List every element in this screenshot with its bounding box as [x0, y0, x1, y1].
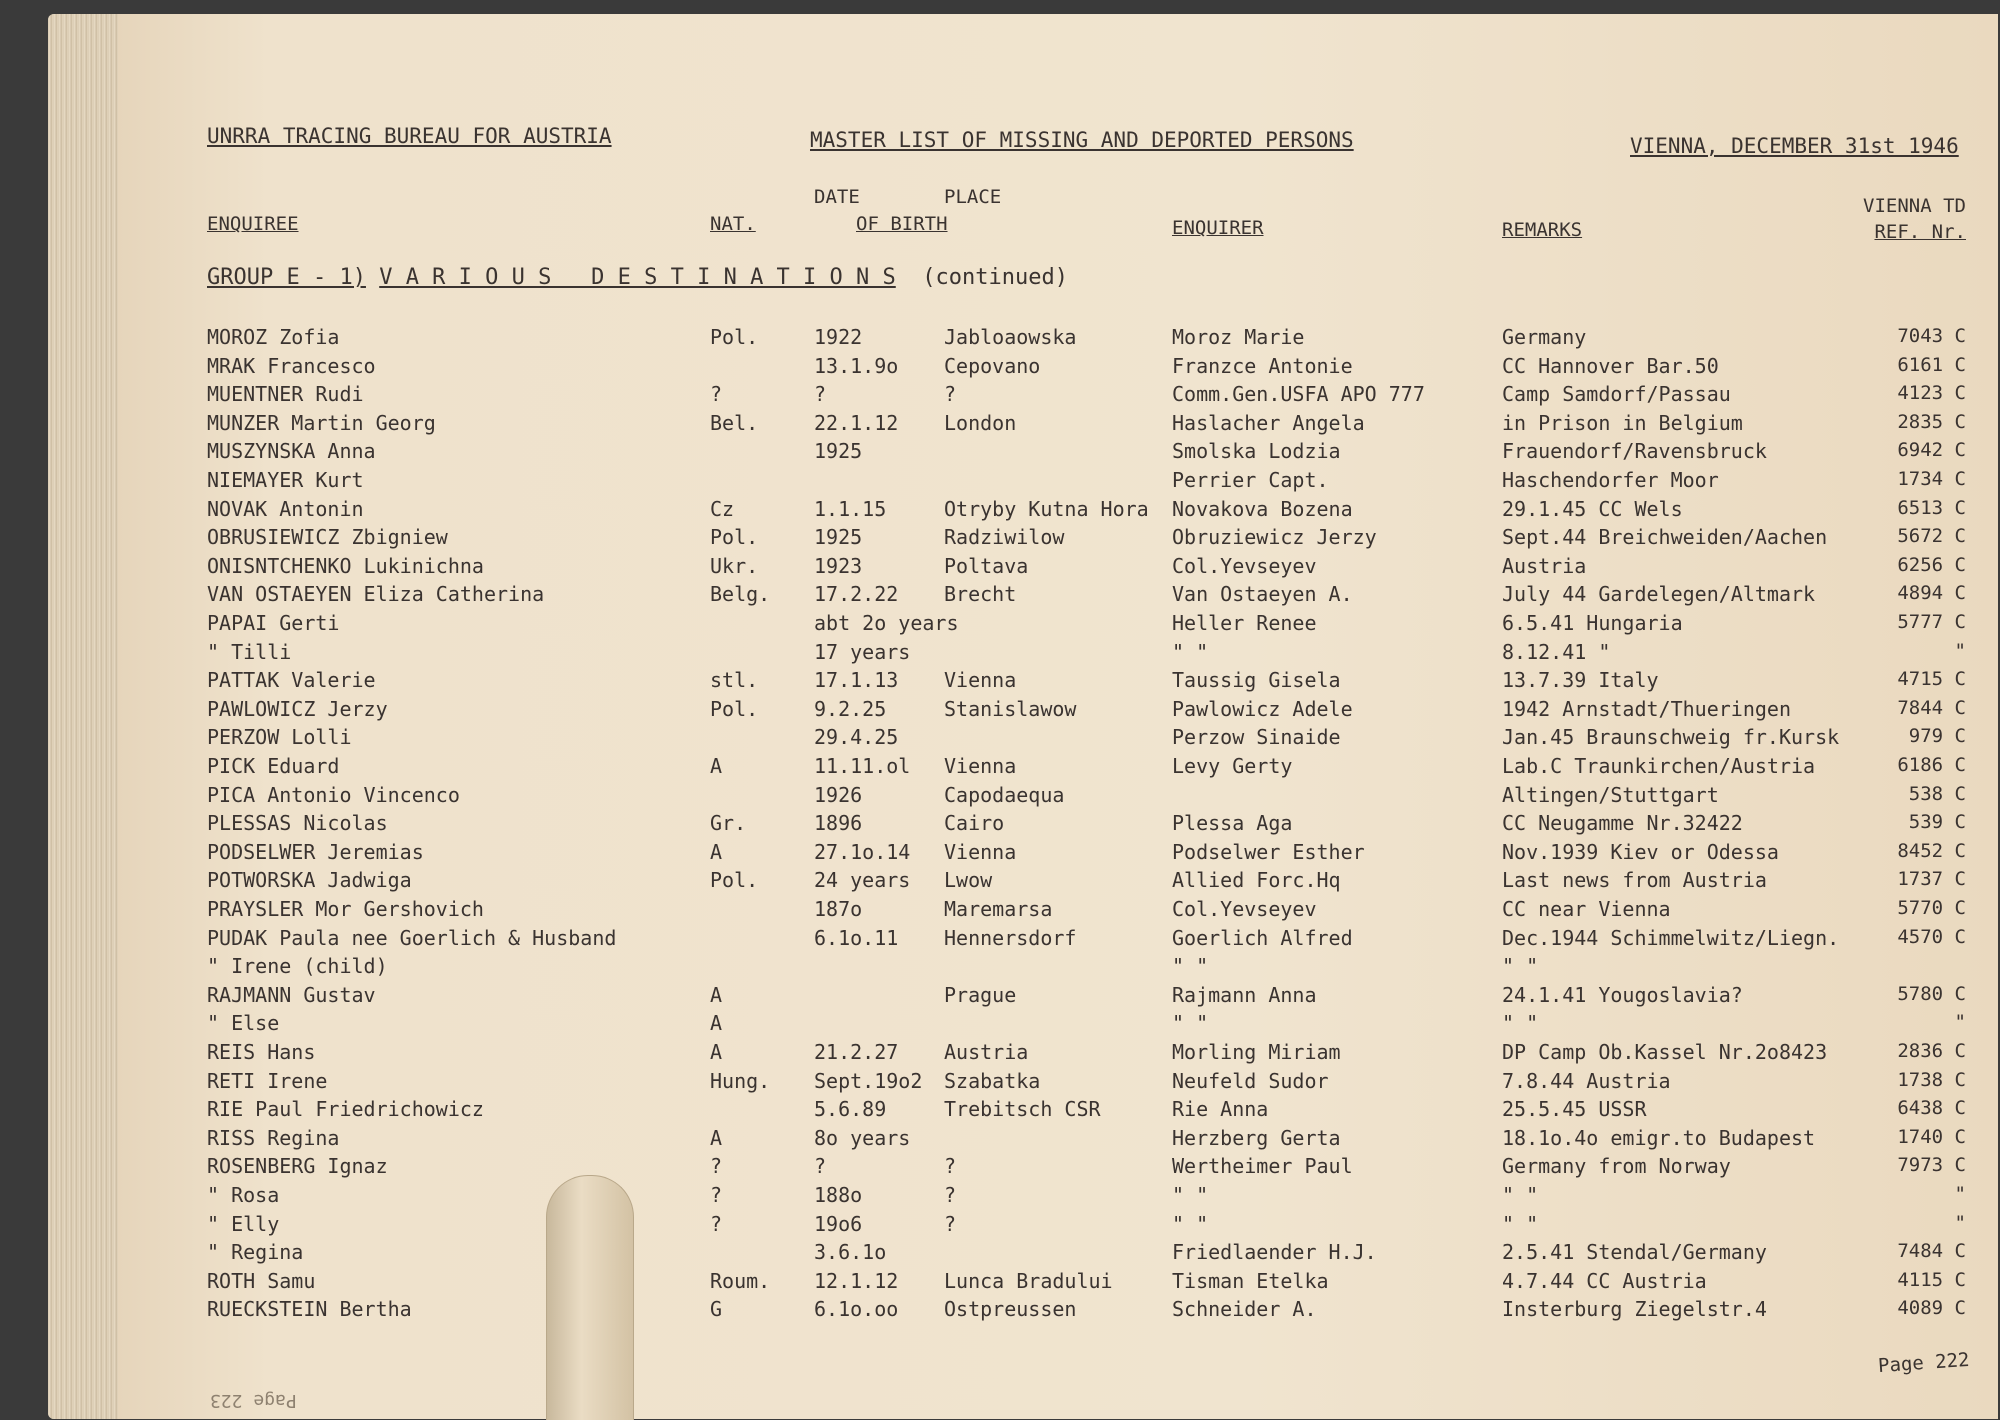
enquirer-cell: Perrier Capt.	[1172, 468, 1329, 492]
enquirer-cell: Comm.Gen.USFA APO 777	[1172, 382, 1425, 407]
enquirer-cell: Wertheimer Paul	[1172, 1154, 1353, 1179]
enquiree-cell: PLESSAS Nicolas	[207, 811, 388, 836]
enquiree-cell: RETI Irene	[207, 1068, 328, 1093]
table-row	[0, 1240, 2000, 1268]
birth-date-cell: 6.1o.11	[814, 925, 899, 950]
enquiree-cell: MRAK Francesco	[207, 353, 376, 378]
table-row	[0, 897, 2000, 925]
remarks-cell: 6.5.41 Hungaria	[1502, 611, 1683, 635]
reference-number-cell: 1740 C	[1897, 1125, 1966, 1148]
birth-place-cell: ?	[944, 382, 957, 407]
group-heading	[207, 265, 1068, 290]
column-enquiree: ENQUIREE	[207, 213, 299, 235]
table-row	[0, 868, 2000, 896]
table-row	[0, 525, 2000, 553]
remarks-cell: CC Neugamme Nr.32422	[1502, 811, 1743, 836]
enquirer-cell: Morling Miriam	[1172, 1040, 1341, 1064]
table-row	[0, 1183, 2000, 1211]
birth-date-cell: 187o	[814, 897, 863, 921]
table-row	[0, 1126, 2000, 1154]
birth-date-cell: 1922	[814, 325, 863, 349]
enquirer-cell: Haslacher Angela	[1172, 410, 1365, 435]
birth-date-cell: Sept.19o2	[814, 1068, 923, 1093]
enquiree-cell: MUSZYNSKA Anna	[207, 439, 376, 464]
remarks-cell: Jan.45 Braunschweig fr.Kursk	[1502, 725, 1840, 750]
group-name: V A R I O U S D E S T I N A T I O N S	[379, 265, 896, 290]
remarks-cell: " "	[1502, 1211, 1539, 1236]
birth-date-cell: 24 years	[814, 868, 911, 893]
birth-place-cell: London	[944, 410, 1017, 435]
birth-date-cell: 17 years	[814, 639, 911, 664]
birth-place-cell: Austria	[944, 1040, 1029, 1064]
birth-date-cell: 1926	[814, 782, 863, 807]
remarks-cell: 7.8.44 Austria	[1502, 1068, 1671, 1093]
table-row	[0, 1297, 2000, 1325]
nationality-cell: A	[710, 839, 723, 864]
birth-place-cell: Lwow	[944, 868, 993, 893]
enquiree-cell: PICK Eduard	[207, 754, 340, 778]
birth-date-cell: 1896	[814, 811, 863, 836]
birth-place-cell: ?	[944, 1183, 957, 1207]
column-enquirer: ENQUIRER	[1172, 217, 1264, 239]
nationality-cell: Pol.	[710, 325, 759, 349]
enquirer-cell: " "	[1172, 1183, 1209, 1207]
birth-place-cell: Hennersdorf	[944, 925, 1077, 950]
reference-number-cell: 7844 C	[1897, 696, 1966, 719]
remarks-cell: CC near Vienna	[1502, 897, 1671, 921]
enquiree-cell: ONISNTCHENKO Lukinichna	[207, 553, 484, 578]
nationality-cell: Bel.	[710, 410, 759, 435]
enquirer-cell: Podselwer Esther	[1172, 839, 1365, 864]
column-ref-nr: REF. Nr.	[1874, 221, 1966, 243]
birth-date-cell: 8o years	[814, 1125, 911, 1150]
enquiree-cell: RUECKSTEIN Bertha	[207, 1297, 412, 1322]
enquiree-cell: PERZOW Lolli	[207, 725, 352, 750]
nationality-cell: A	[710, 754, 723, 778]
enquirer-cell: Pawlowicz Adele	[1172, 696, 1353, 721]
remarks-cell: 24.1.41 Yougoslavia?	[1502, 982, 1743, 1007]
enquiree-cell: MUENTNER Rudi	[207, 382, 364, 407]
nationality-cell: ?	[710, 1183, 723, 1207]
birth-date-cell: 1925	[814, 439, 863, 464]
enquirer-cell: " "	[1172, 954, 1209, 979]
birth-date-cell: 22.1.12	[814, 410, 899, 435]
table-row	[0, 1154, 2000, 1182]
birth-date-cell: 188o	[814, 1183, 863, 1207]
birth-date-cell: 11.11.ol	[814, 754, 911, 778]
enquiree-cell: MOROZ Zofia	[207, 325, 340, 349]
column-remarks: REMARKS	[1502, 219, 1583, 241]
nationality-cell: stl.	[710, 668, 759, 693]
reference-number-cell: 6256 C	[1897, 553, 1966, 576]
enquiree-cell: OBRUSIEWICZ Zbigniew	[207, 525, 448, 550]
remarks-cell: 2.5.41 Stendal/Germany	[1502, 1240, 1767, 1265]
remarks-cell: July 44 Gardelegen/Altmark	[1502, 582, 1816, 607]
birth-place-cell: Poltava	[944, 553, 1029, 578]
enquirer-cell: Plessa Aga	[1172, 811, 1293, 836]
enquirer-cell: Allied Forc.Hq	[1172, 868, 1341, 893]
table-row	[0, 468, 2000, 496]
enquiree-cell: " Irene (child)	[207, 954, 388, 979]
birth-date-cell: 21.2.27	[814, 1040, 899, 1064]
reference-number-cell: 6161 C	[1897, 353, 1966, 376]
remarks-cell: Sept.44 Breichweiden/Aachen	[1502, 525, 1828, 550]
enquirer-cell: Franzce Antonie	[1172, 353, 1353, 378]
enquiree-cell: ROSENBERG Ignaz	[207, 1154, 388, 1179]
birth-place-cell: Stanislawow	[944, 696, 1077, 721]
table-row	[0, 325, 2000, 353]
enquirer-cell: Rajmann Anna	[1172, 982, 1317, 1007]
nationality-cell: ?	[710, 1154, 723, 1179]
table-row	[0, 926, 2000, 954]
table-row	[0, 1097, 2000, 1125]
nationality-cell: Gr.	[710, 811, 747, 836]
reference-number-cell: 6186 C	[1897, 754, 1966, 776]
birth-date-cell: abt 2o years	[814, 611, 959, 635]
column-date: DATE	[814, 186, 860, 208]
enquiree-cell: RAJMANN Gustav	[207, 982, 376, 1007]
table-row	[0, 611, 2000, 639]
nationality-cell: A	[710, 1040, 723, 1064]
enquirer-cell: Taussig Gisela	[1172, 668, 1341, 693]
remarks-cell: DP Camp Ob.Kassel Nr.2o8423	[1502, 1040, 1828, 1064]
table-row	[0, 1040, 2000, 1068]
facing-page-number: Page 223	[210, 1390, 297, 1411]
reference-number-cell: 5777 C	[1897, 611, 1966, 633]
table-row	[0, 1269, 2000, 1297]
reference-number-cell: 538 C	[1908, 782, 1966, 805]
reference-number-cell: "	[1954, 1211, 1966, 1234]
enquiree-cell: MUNZER Martin Georg	[207, 410, 436, 435]
table-row	[0, 697, 2000, 725]
birth-place-cell: Brecht	[944, 582, 1017, 607]
table-row	[0, 725, 2000, 753]
nationality-cell: ?	[710, 382, 723, 407]
remarks-cell: Germany	[1502, 325, 1587, 349]
reference-number-cell: 4123 C	[1897, 382, 1966, 405]
reference-number-cell: 1737 C	[1897, 868, 1966, 891]
enquiree-cell: PUDAK Paula nee Goerlich & Husband	[207, 925, 617, 950]
birth-date-cell: ?	[814, 382, 827, 407]
enquiree-cell: NIEMAYER Kurt	[207, 468, 364, 492]
reference-number-cell: 7973 C	[1897, 1154, 1966, 1177]
reference-number-cell: 6438 C	[1897, 1097, 1966, 1120]
birth-place-cell: ?	[944, 1211, 957, 1236]
enquiree-cell: RIE Paul Friedrichowicz	[207, 1097, 484, 1122]
nationality-cell: Cz	[710, 496, 735, 521]
remarks-cell: 1942 Arnstadt/Thueringen	[1502, 696, 1791, 721]
remarks-cell: 18.1o.4o emigr.to Budapest	[1502, 1125, 1816, 1150]
enquirer-cell: Novakova Bozena	[1172, 496, 1353, 521]
reference-number-cell: 6942 C	[1897, 439, 1966, 462]
enquirer-cell: Perzow Sinaide	[1172, 725, 1341, 750]
enquirer-cell: Herzberg Gerta	[1172, 1125, 1341, 1150]
nationality-cell: A	[710, 1011, 723, 1036]
table-row	[0, 1069, 2000, 1097]
column-nat: NAT.	[710, 213, 756, 235]
nationality-cell: Roum.	[710, 1268, 771, 1293]
column-of-birth: OF BIRTH	[856, 213, 948, 235]
group-suffix: (continued)	[922, 265, 1068, 290]
enquiree-cell: " Regina	[207, 1240, 304, 1265]
table-row	[0, 1011, 2000, 1039]
birth-date-cell: 29.4.25	[814, 725, 899, 750]
birth-date-cell: 9.2.25	[814, 696, 887, 721]
reference-number-cell: 7484 C	[1897, 1240, 1966, 1263]
table-row	[0, 983, 2000, 1011]
enquirer-cell: " "	[1172, 639, 1209, 664]
birth-date-cell: 1925	[814, 525, 863, 550]
birth-date-cell: 19o6	[814, 1211, 863, 1236]
table-row	[0, 954, 2000, 982]
birth-place-cell: Vienna	[944, 668, 1017, 693]
table-row	[0, 754, 2000, 782]
table-row	[0, 840, 2000, 868]
enquirer-cell: Col.Yevseyev	[1172, 553, 1317, 578]
remarks-cell: 13.7.39 Italy	[1502, 668, 1659, 693]
table-row	[0, 411, 2000, 439]
reference-number-cell: 2836 C	[1897, 1040, 1966, 1062]
birth-date-cell: 5.6.89	[814, 1097, 887, 1122]
remarks-cell: Lab.C Traunkirchen/Austria	[1502, 754, 1816, 778]
nationality-cell: A	[710, 1125, 723, 1150]
enquiree-cell: POTWORSKA Jadwiga	[207, 868, 412, 893]
birth-date-cell: 27.1o.14	[814, 839, 911, 864]
enquirer-cell: Schneider A.	[1172, 1297, 1317, 1322]
reference-number-cell: 5672 C	[1897, 525, 1966, 548]
column-vienna-td: VIENNA TD	[1863, 195, 1966, 217]
enquirer-cell: Levy Gerty	[1172, 754, 1293, 778]
birth-date-cell: 12.1.12	[814, 1268, 899, 1293]
column-place: PLACE	[944, 186, 1002, 208]
remarks-cell: Nov.1939 Kiev or Odessa	[1502, 839, 1779, 864]
enquirer-cell: Neufeld Sudor	[1172, 1068, 1329, 1093]
reference-number-cell: 5770 C	[1897, 897, 1966, 919]
reference-number-cell: 8452 C	[1897, 839, 1966, 862]
reference-number-cell: 2835 C	[1897, 410, 1966, 433]
remarks-cell: 29.1.45 CC Wels	[1502, 496, 1683, 521]
enquiree-cell: PAWLOWICZ Jerzy	[207, 696, 388, 721]
enquiree-cell: PRAYSLER Mor Gershovich	[207, 897, 484, 921]
enquiree-cell: ROTH Samu	[207, 1268, 316, 1293]
nationality-cell: Pol.	[710, 525, 759, 550]
page-tab	[546, 1175, 634, 1420]
remarks-cell: Frauendorf/Ravensbruck	[1502, 439, 1767, 464]
enquiree-cell: RISS Regina	[207, 1125, 340, 1150]
group-prefix: GROUP E - 1)	[207, 265, 366, 290]
birth-place-cell: Jabloaowska	[944, 325, 1077, 349]
birth-date-cell: ?	[814, 1154, 827, 1179]
enquirer-cell: Moroz Marie	[1172, 325, 1305, 349]
reference-number-cell: 4715 C	[1897, 668, 1966, 691]
birth-place-cell: Maremarsa	[944, 897, 1053, 921]
enquiree-cell: PODSELWER Jeremias	[207, 839, 424, 864]
birth-place-cell: Szabatka	[944, 1068, 1041, 1093]
enquiree-cell: PATTAK Valerie	[207, 668, 376, 693]
remarks-cell: 8.12.41 "	[1502, 639, 1611, 664]
remarks-cell: Dec.1944 Schimmelwitz/Liegn.	[1502, 925, 1840, 950]
nationality-cell: Belg.	[710, 582, 771, 607]
nationality-cell: Pol.	[710, 868, 759, 893]
enquiree-cell: VAN OSTAEYEN Eliza Catherina	[207, 582, 545, 607]
nationality-cell: Ukr.	[710, 553, 759, 578]
enquirer-cell: Friedlaender H.J.	[1172, 1240, 1377, 1265]
birth-place-cell: Prague	[944, 982, 1017, 1007]
table-row	[0, 439, 2000, 467]
birth-place-cell: Cairo	[944, 811, 1005, 836]
list-date: VIENNA, DECEMBER 31st 1946	[1630, 134, 1959, 158]
enquirer-cell: Van Ostaeyen A.	[1172, 582, 1353, 607]
birth-place-cell: Capodaequa	[944, 782, 1065, 807]
reference-number-cell: 4570 C	[1897, 925, 1966, 948]
birth-date-cell: 1.1.15	[814, 496, 887, 521]
birth-place-cell: Lunca Bradului	[944, 1268, 1113, 1293]
birth-place-cell: Trebitsch CSR	[944, 1097, 1101, 1122]
remarks-cell: " "	[1502, 1183, 1539, 1207]
bureau-title: UNRRA TRACING BUREAU FOR AUSTRIA	[207, 124, 612, 148]
page-number: Page 222	[1877, 1348, 1971, 1378]
list-title: MASTER LIST OF MISSING AND DEPORTED PERSONS	[810, 128, 1354, 152]
remarks-cell: Austria	[1502, 553, 1587, 578]
nationality-cell: ?	[710, 1211, 723, 1236]
birth-date-cell: 6.1o.oo	[814, 1297, 899, 1322]
enquirer-cell: " "	[1172, 1211, 1209, 1236]
reference-number-cell: 1734 C	[1897, 468, 1966, 490]
birth-date-cell: 17.1.13	[814, 668, 899, 693]
reference-number-cell: 1738 C	[1897, 1068, 1966, 1091]
enquirer-cell: Smolska Lodzia	[1172, 439, 1341, 464]
birth-place-cell: Ostpreussen	[944, 1297, 1077, 1322]
reference-number-cell: 979 C	[1908, 725, 1966, 748]
remarks-cell: Last news from Austria	[1502, 868, 1767, 893]
remarks-cell: Insterburg Ziegelstr.4	[1502, 1297, 1767, 1322]
enquirer-cell: Col.Yevseyev	[1172, 897, 1317, 921]
nationality-cell: G	[710, 1297, 723, 1322]
birth-place-cell: Vienna	[944, 839, 1017, 864]
remarks-cell: 25.5.45 USSR	[1502, 1097, 1647, 1122]
birth-date-cell: 1923	[814, 553, 863, 578]
enquirer-cell: Heller Renee	[1172, 611, 1317, 635]
reference-number-cell: 6513 C	[1897, 496, 1966, 519]
reference-number-cell: 539 C	[1908, 811, 1966, 834]
enquiree-cell: " Else	[207, 1011, 280, 1036]
nationality-cell: A	[710, 982, 723, 1007]
reference-number-cell: 4089 C	[1897, 1297, 1966, 1320]
birth-place-cell: Cepovano	[944, 353, 1041, 378]
birth-date-cell: 13.1.9o	[814, 353, 899, 378]
table-row	[0, 640, 2000, 668]
table-row	[0, 668, 2000, 696]
enquiree-cell: NOVAK Antonin	[207, 496, 364, 521]
enquirer-cell: " "	[1172, 1011, 1209, 1036]
table-row	[0, 811, 2000, 839]
remarks-cell: " "	[1502, 954, 1539, 979]
enquiree-cell: " Rosa	[207, 1183, 280, 1207]
remarks-cell: Germany from Norway	[1502, 1154, 1731, 1179]
birth-place-cell: ?	[944, 1154, 957, 1179]
remarks-cell: 4.7.44 CC Austria	[1502, 1268, 1707, 1293]
birth-place-cell: Vienna	[944, 754, 1017, 778]
enquiree-cell: " Elly	[207, 1211, 280, 1236]
table-row	[0, 582, 2000, 610]
reference-number-cell: 4894 C	[1897, 582, 1966, 605]
nationality-cell: Hung.	[710, 1068, 771, 1093]
reference-number-cell: "	[1954, 1011, 1966, 1034]
remarks-cell: Camp Samdorf/Passau	[1502, 382, 1731, 407]
table-row	[0, 554, 2000, 582]
birth-date-cell: 3.6.1o	[814, 1240, 887, 1265]
birth-date-cell: 17.2.22	[814, 582, 899, 607]
reference-number-cell: "	[1954, 1183, 1966, 1205]
enquirer-cell: Goerlich Alfred	[1172, 925, 1353, 950]
enquiree-cell: " Tilli	[207, 639, 292, 664]
remarks-cell: in Prison in Belgium	[1502, 410, 1743, 435]
reference-number-cell: 5780 C	[1897, 982, 1966, 1005]
table-row	[0, 354, 2000, 382]
reference-number-cell: 4115 C	[1897, 1268, 1966, 1291]
enquirer-cell: Obruziewicz Jerzy	[1172, 525, 1377, 550]
enquiree-cell: REIS Hans	[207, 1040, 316, 1064]
reference-number-cell: "	[1954, 639, 1966, 662]
table-row	[0, 783, 2000, 811]
enquiree-cell: PICA Antonio Vincenco	[207, 782, 460, 807]
birth-place-cell: Otryby Kutna Hora	[944, 496, 1149, 521]
table-row	[0, 382, 2000, 410]
enquirer-cell: Tisman Etelka	[1172, 1268, 1329, 1293]
enquiree-cell: PAPAI Gerti	[207, 611, 340, 635]
birth-place-cell: Radziwilow	[944, 525, 1065, 550]
table-row	[0, 497, 2000, 525]
table-row	[0, 1212, 2000, 1240]
remarks-cell: " "	[1502, 1011, 1539, 1036]
remarks-cell: CC Hannover Bar.50	[1502, 353, 1719, 378]
reference-number-cell: 7043 C	[1897, 325, 1966, 347]
remarks-cell: Haschendorfer Moor	[1502, 468, 1719, 492]
nationality-cell: Pol.	[710, 696, 759, 721]
remarks-cell: Altingen/Stuttgart	[1502, 782, 1719, 807]
enquirer-cell: Rie Anna	[1172, 1097, 1269, 1122]
